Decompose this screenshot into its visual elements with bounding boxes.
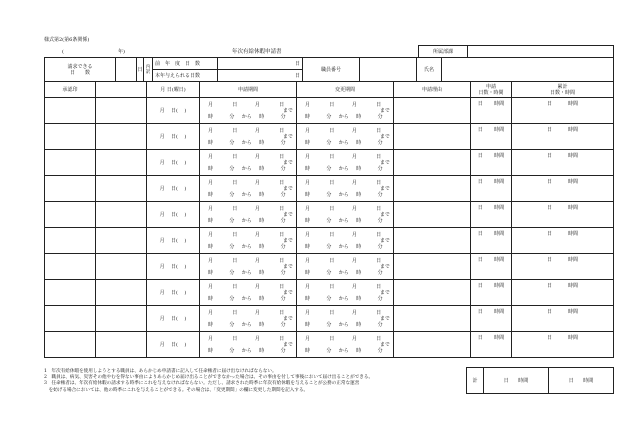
breakdown-label: 内 訳 — [144, 58, 153, 82]
period-cell[interactable]: 月 日 月 日 まで 時 分 から 時 分 — [200, 254, 297, 280]
note-2: 2 職員は、病気、災害その他やむを得ない事由によりあらかじめ届け出ることができなかった場合は、その事由を付して事後において届け出ることができる。 — [44, 375, 374, 381]
reason-cell[interactable] — [394, 202, 471, 228]
period-cell[interactable]: 月 日 月 日 まで 時 分 から 時 分 — [200, 202, 297, 228]
apply-cell[interactable]: 日 時間 — [471, 280, 512, 306]
date-cell[interactable]: 月 日( ) — [147, 254, 200, 280]
period-cell[interactable]: 月 日 月 日 まで 時 分 から 時 分 — [200, 176, 297, 202]
approval-stamp-1[interactable] — [45, 306, 96, 332]
table-row — [45, 202, 614, 228]
note-1: 1 年次有給休暇を使用しようとする職員は、あらかじめ申請書に記入して任命権者に届け出なければならない。 — [44, 369, 277, 374]
cumulative-cell[interactable]: 日 時間 — [512, 98, 614, 124]
notes — [44, 369, 464, 394]
reason-cell[interactable] — [394, 254, 471, 280]
request-days-label: 請求できる 日 数 — [45, 58, 116, 82]
approval-stamp-2[interactable] — [96, 254, 147, 280]
reason-cell[interactable] — [394, 176, 471, 202]
date-header: 月 日(曜日) — [147, 82, 200, 98]
change-cell[interactable]: 月 日 月 日 まで 時 分 から 時 分 — [297, 124, 394, 150]
date-cell[interactable]: 月 日( ) — [147, 124, 200, 150]
year-open: ( — [62, 49, 64, 55]
reason-cell[interactable] — [394, 280, 471, 306]
grand-total-cumulative[interactable]: 日 時間 — [549, 368, 614, 394]
dept-field[interactable] — [468, 46, 614, 58]
date-cell[interactable]: 月 日( ) — [147, 176, 200, 202]
approval-stamp-2[interactable] — [96, 124, 147, 150]
table-row — [45, 332, 614, 358]
approval-stamp-2[interactable] — [96, 280, 147, 306]
approval-stamp-1[interactable] — [45, 150, 96, 176]
apply-cell[interactable]: 日 時間 — [471, 202, 512, 228]
grand-total-apply[interactable]: 日 時間 — [484, 368, 549, 394]
period-cell[interactable]: 月 日 月 日 まで 時 分 から 時 分 — [200, 98, 297, 124]
total-row-label: 計 — [467, 368, 484, 394]
apply-cell[interactable]: 日 時間 — [471, 176, 512, 202]
reason-cell[interactable] — [394, 332, 471, 358]
change-cell[interactable]: 月 日 月 日 まで 時 分 から 時 分 — [297, 228, 394, 254]
table-row — [45, 176, 614, 202]
cumulative-cell[interactable]: 日 時間 — [512, 306, 614, 332]
approval-stamp-2[interactable] — [96, 176, 147, 202]
dept-label: 所属部課 — [419, 46, 468, 58]
period-cell[interactable]: 月 日 月 日 まで 時 分 から 時 分 — [200, 332, 297, 358]
date-cell[interactable]: 月 日( ) — [147, 228, 200, 254]
apply-cell[interactable]: 日 時間 — [471, 150, 512, 176]
change-cell[interactable]: 月 日 月 日 まで 時 分 から 時 分 — [297, 306, 394, 332]
table-row — [45, 150, 614, 176]
period-cell[interactable]: 月 日 月 日 まで 時 分 から 時 分 — [200, 124, 297, 150]
period-cell[interactable]: 月 日 月 日 まで 時 分 から 時 分 — [200, 280, 297, 306]
change-cell[interactable]: 月 日 月 日 まで 時 分 から 時 分 — [297, 254, 394, 280]
apply-cell[interactable]: 日 時間 — [471, 254, 512, 280]
date-cell[interactable]: 月 日( ) — [147, 280, 200, 306]
change-cell[interactable]: 月 日 月 日 まで 時 分 から 時 分 — [297, 98, 394, 124]
cumulative-cell[interactable]: 日 時間 — [512, 176, 614, 202]
staff-no-label: 職員番号 — [303, 58, 360, 82]
prev-year-label: 前 年 度 日 数 — [153, 58, 218, 70]
apply-cell[interactable]: 日 時間 — [471, 228, 512, 254]
cumulative-cell[interactable]: 日 時間 — [512, 150, 614, 176]
name-field[interactable] — [442, 58, 614, 82]
cumulative-cell[interactable]: 日 時間 — [512, 124, 614, 150]
year-label: 年) — [118, 49, 125, 55]
total-header: 累計 日数・時間 — [512, 82, 614, 98]
change-cell[interactable]: 月 日 月 日 まで 時 分 から 時 分 — [297, 332, 394, 358]
reason-cell[interactable] — [394, 98, 471, 124]
approval-header-2 — [96, 82, 147, 98]
note-3: 3 任命権者は、年次有給休暇の請求する時季にこれを与えなければならない。ただし、請求された時季に年次有給休暇を与えることが公務の正常な運営 — [44, 381, 360, 387]
request-days-field[interactable] — [116, 58, 137, 82]
table-row — [45, 280, 614, 306]
staff-no-field[interactable] — [360, 58, 417, 82]
period-cell[interactable]: 月 日 月 日 まで 時 分 から 時 分 — [200, 306, 297, 332]
approval-stamp-2[interactable] — [96, 332, 147, 358]
leave-table — [44, 81, 614, 358]
apply-cell[interactable]: 日 時間 — [471, 124, 512, 150]
approval-stamp-2[interactable] — [96, 202, 147, 228]
change-cell[interactable]: 月 日 月 日 まで 時 分 から 時 分 — [297, 150, 394, 176]
table-row — [45, 124, 614, 150]
approval-stamp-1[interactable] — [45, 228, 96, 254]
date-cell[interactable]: 月 日( ) — [147, 332, 200, 358]
approval-stamp-1[interactable] — [45, 332, 96, 358]
period-header: 申請期間 — [200, 82, 297, 98]
table-row — [45, 306, 614, 332]
request-days-unit: 日 — [137, 58, 144, 82]
approval-stamp-1[interactable] — [45, 124, 96, 150]
cumulative-cell[interactable]: 日 時間 — [512, 332, 614, 358]
cumulative-cell[interactable]: 日 時間 — [512, 280, 614, 306]
grand-total — [466, 367, 614, 394]
table-row — [45, 228, 614, 254]
period-cell[interactable]: 月 日 月 日 まで 時 分 から 時 分 — [200, 228, 297, 254]
approval-stamp-1[interactable] — [45, 254, 96, 280]
change-cell[interactable]: 月 日 月 日 まで 時 分 から 時 分 — [297, 202, 394, 228]
approval-stamp-1[interactable] — [45, 202, 96, 228]
name-label: 氏名 — [417, 58, 442, 82]
reason-header: 申請理由 — [394, 82, 471, 98]
date-cell[interactable]: 月 日( ) — [147, 150, 200, 176]
apply-cell[interactable]: 日 時間 — [471, 332, 512, 358]
approval-header: 承認印 — [45, 82, 96, 98]
table-row — [45, 98, 614, 124]
approval-stamp-1[interactable] — [45, 176, 96, 202]
form-id: 様式第2(第6条関係) — [44, 37, 90, 43]
approval-stamp-2[interactable] — [96, 228, 147, 254]
approval-stamp-2[interactable] — [96, 150, 147, 176]
approval-stamp-2[interactable] — [96, 98, 147, 124]
reason-cell[interactable] — [394, 228, 471, 254]
prev-year-unit[interactable]: 日 — [218, 58, 303, 70]
change-cell[interactable]: 月 日 月 日 まで 時 分 から 時 分 — [297, 280, 394, 306]
info-table — [44, 57, 614, 82]
cumulative-cell[interactable]: 日 時間 — [512, 202, 614, 228]
date-cell[interactable]: 月 日( ) — [147, 98, 200, 124]
apply-header: 申請 日数・時間 — [471, 82, 512, 98]
table-row — [45, 254, 614, 280]
change-cell[interactable]: 月 日 月 日 まで 時 分 から 時 分 — [297, 176, 394, 202]
date-cell[interactable]: 月 日( ) — [147, 202, 200, 228]
reason-cell[interactable] — [394, 150, 471, 176]
note-4: を妨げる場合においては、他の時季にこれを与えることができる。その場合は、「変更期間」の欄に変更した期間を記入する。 — [44, 387, 309, 393]
form-title: 年次有給休暇申請書 — [232, 49, 282, 55]
change-header: 変更期間 — [297, 82, 394, 98]
apply-cell[interactable]: 日 時間 — [471, 98, 512, 124]
period-cell[interactable]: 月 日 月 日 まで 時 分 から 時 分 — [200, 150, 297, 176]
approval-stamp-1[interactable] — [45, 280, 96, 306]
this-year-label: 本年与えられる日数 — [153, 70, 218, 82]
reason-cell[interactable] — [394, 124, 471, 150]
apply-cell[interactable]: 日 時間 — [471, 306, 512, 332]
date-cell[interactable]: 月 日( ) — [147, 306, 200, 332]
cumulative-cell[interactable]: 日 時間 — [512, 254, 614, 280]
approval-stamp-2[interactable] — [96, 306, 147, 332]
cumulative-cell[interactable]: 日 時間 — [512, 228, 614, 254]
approval-stamp-1[interactable] — [45, 98, 96, 124]
this-year-unit[interactable]: 日 — [218, 70, 303, 82]
reason-cell[interactable] — [394, 306, 471, 332]
